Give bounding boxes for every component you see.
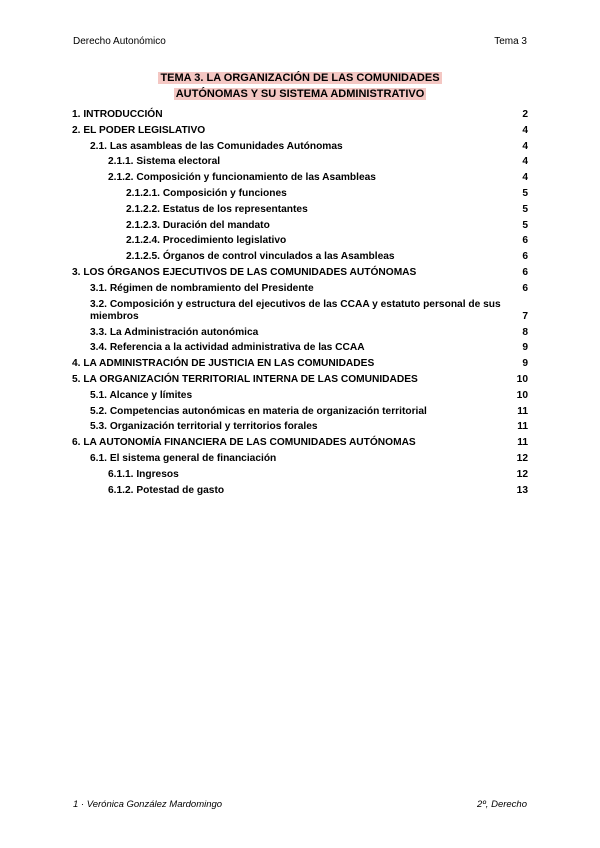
toc-entry-nombramiento-presidente[interactable] xyxy=(72,281,528,297)
toc-entry-page: 11 xyxy=(517,437,528,449)
toc-entry-page: 6 xyxy=(522,235,528,247)
toc-entry-duracion-mandato[interactable] xyxy=(72,218,528,234)
toc-entry-sistema-electoral[interactable] xyxy=(72,154,528,170)
toc-entry-text: 6.1.1. Ingresos xyxy=(108,468,179,480)
table-of-contents xyxy=(72,107,528,498)
toc-entry-potestad-gasto[interactable] xyxy=(72,483,528,499)
title-line-1: TEMA 3. LA ORGANIZACIÓN DE LAS COMUNIDADES xyxy=(160,72,440,84)
toc-entry-text: 2.1. Las asambleas de las Comunidades Autónomas xyxy=(90,140,343,152)
toc-entry-text: 6.1. El sistema general de financiación xyxy=(90,452,277,464)
toc-entry-text: 5. LA ORGANIZACIÓN TERRITORIAL INTERNA DE LAS COMUNIDADES xyxy=(72,373,418,385)
toc-entry-page: 5 xyxy=(522,187,528,199)
toc-entry-text: 5.1. Alcance y límites xyxy=(90,389,193,401)
toc-entry-page: 11 xyxy=(517,421,528,433)
toc-entry-organos-ejecutivos[interactable] xyxy=(72,265,528,281)
toc-entry-page: 12 xyxy=(516,468,528,480)
toc-entry-page: 4 xyxy=(522,156,528,168)
footer-author: 1 · Verónica González Mardomingo xyxy=(73,799,223,810)
toc-entry-asambleas[interactable] xyxy=(72,139,528,155)
toc-entry-page: 11 xyxy=(517,405,528,417)
toc-entry-page: 10 xyxy=(516,389,528,401)
toc-entry-text: 4. LA ADMINISTRACIÓN DE JUSTICIA EN LAS COMUNIDADES xyxy=(72,358,375,370)
toc-entry-composicion-ejecutivos[interactable] xyxy=(72,297,528,325)
toc-entry-alcance-limites[interactable] xyxy=(72,388,528,404)
toc-entry-page: 9 xyxy=(522,358,528,370)
toc-entry-text: 3. LOS ÓRGANOS EJECUTIVOS DE LAS COMUNIDADES AUTÓNOMAS xyxy=(72,266,417,278)
toc-entry-page: 6 xyxy=(522,266,528,278)
toc-entry-text: 3.1. Régimen de nombramiento del Presidente xyxy=(90,282,314,294)
toc-entry-poder-legislativo[interactable] xyxy=(72,123,528,139)
header-subject: Derecho Autonómico xyxy=(73,36,166,47)
toc-entry-page: 4 xyxy=(522,172,528,184)
document-title xyxy=(0,70,600,102)
toc-entry-page: 8 xyxy=(522,326,528,338)
toc-entry-text: 2.1.2.3. Duración del mandato xyxy=(126,219,270,231)
page-footer xyxy=(73,799,527,813)
toc-entry-composicion-funciones[interactable] xyxy=(72,186,528,202)
toc-entry-page: 2 xyxy=(522,109,528,120)
title-line-2: AUTÓNOMAS Y SU SISTEMA ADMINISTRATIVO xyxy=(175,88,425,100)
toc-entry-text: 5.2. Competencias autonómicas en materia de organización territorial xyxy=(90,405,427,417)
toc-entry-text: 2.1.2. Composición y funcionamiento de las Asambleas xyxy=(108,172,376,184)
toc-entry-text: 1. INTRODUCCIÓN xyxy=(72,109,163,120)
toc-entry-text: 2.1.1. Sistema electoral xyxy=(108,156,221,168)
toc-entry-administracion-autonomica[interactable] xyxy=(72,325,528,341)
toc-entry-text: 6.1.2. Potestad de gasto xyxy=(108,484,225,496)
toc-entry-estatus-representantes[interactable] xyxy=(72,202,528,218)
toc-entry-organizacion-territorial[interactable] xyxy=(72,372,528,388)
toc-entry-page: 5 xyxy=(522,203,528,215)
toc-entry-text: 3.4. Referencia a la actividad administrativa de las CCAA xyxy=(90,342,365,354)
toc-entry-organos-control[interactable] xyxy=(72,249,528,265)
toc-entry-autonomia-financiera[interactable] xyxy=(72,435,528,451)
toc-entry-ingresos[interactable] xyxy=(72,467,528,483)
toc-entry-page: 4 xyxy=(522,140,528,152)
toc-entry-page: 13 xyxy=(516,484,528,496)
toc-entry-text: 6. LA AUTONOMÍA FINANCIERA DE LAS COMUNIDADES AUTÓNOMAS xyxy=(72,437,416,449)
toc-entry-text: 2.1.2.4. Procedimiento legislativo xyxy=(126,235,287,247)
toc-entry-page: 4 xyxy=(522,124,528,136)
header-topic: Tema 3 xyxy=(494,36,527,47)
toc-entry-introduccion[interactable] xyxy=(72,107,528,123)
toc-entry-competencias-autonomicas[interactable] xyxy=(72,404,528,420)
toc-entry-page: 5 xyxy=(522,219,528,231)
toc-entry-text: 2.1.2.2. Estatus de los representantes xyxy=(126,203,308,215)
toc-entry-procedimiento-legislativo[interactable] xyxy=(72,233,528,249)
toc-entry-sistema-financiacion[interactable] xyxy=(72,451,528,467)
footer-course: 2º, Derecho xyxy=(477,799,527,810)
toc-entry-text: 2.1.2.5. Órganos de control vinculados a las Asambleas xyxy=(126,251,395,263)
toc-entry-administracion-justicia[interactable] xyxy=(72,356,528,372)
toc-entry-page: 10 xyxy=(516,373,528,385)
toc-entry-page: 9 xyxy=(522,342,528,354)
toc-entry-composicion-funcionamiento[interactable] xyxy=(72,170,528,186)
page-header xyxy=(73,36,527,50)
toc-entry-text: 3.2. Composición y estructura del ejecutivos de las CCAA y estatuto personal de sus miembros xyxy=(90,298,501,322)
toc-entry-text: 2.1.2.1. Composición y funciones xyxy=(126,187,287,199)
toc-entry-page: 12 xyxy=(516,452,528,464)
toc-entry-text: 3.3. La Administración autonómica xyxy=(90,326,259,338)
toc-entry-page: 6 xyxy=(522,251,528,263)
toc-entry-page: 7 xyxy=(522,310,528,322)
toc-entry-actividad-administrativa[interactable] xyxy=(72,340,528,356)
toc-entry-page: 6 xyxy=(522,282,528,294)
toc-entry-text: 2. EL PODER LEGISLATIVO xyxy=(72,124,206,136)
toc-entry-text: 5.3. Organización territorial y territorios forales xyxy=(90,421,318,433)
toc-entry-territorios-forales[interactable] xyxy=(72,419,528,435)
